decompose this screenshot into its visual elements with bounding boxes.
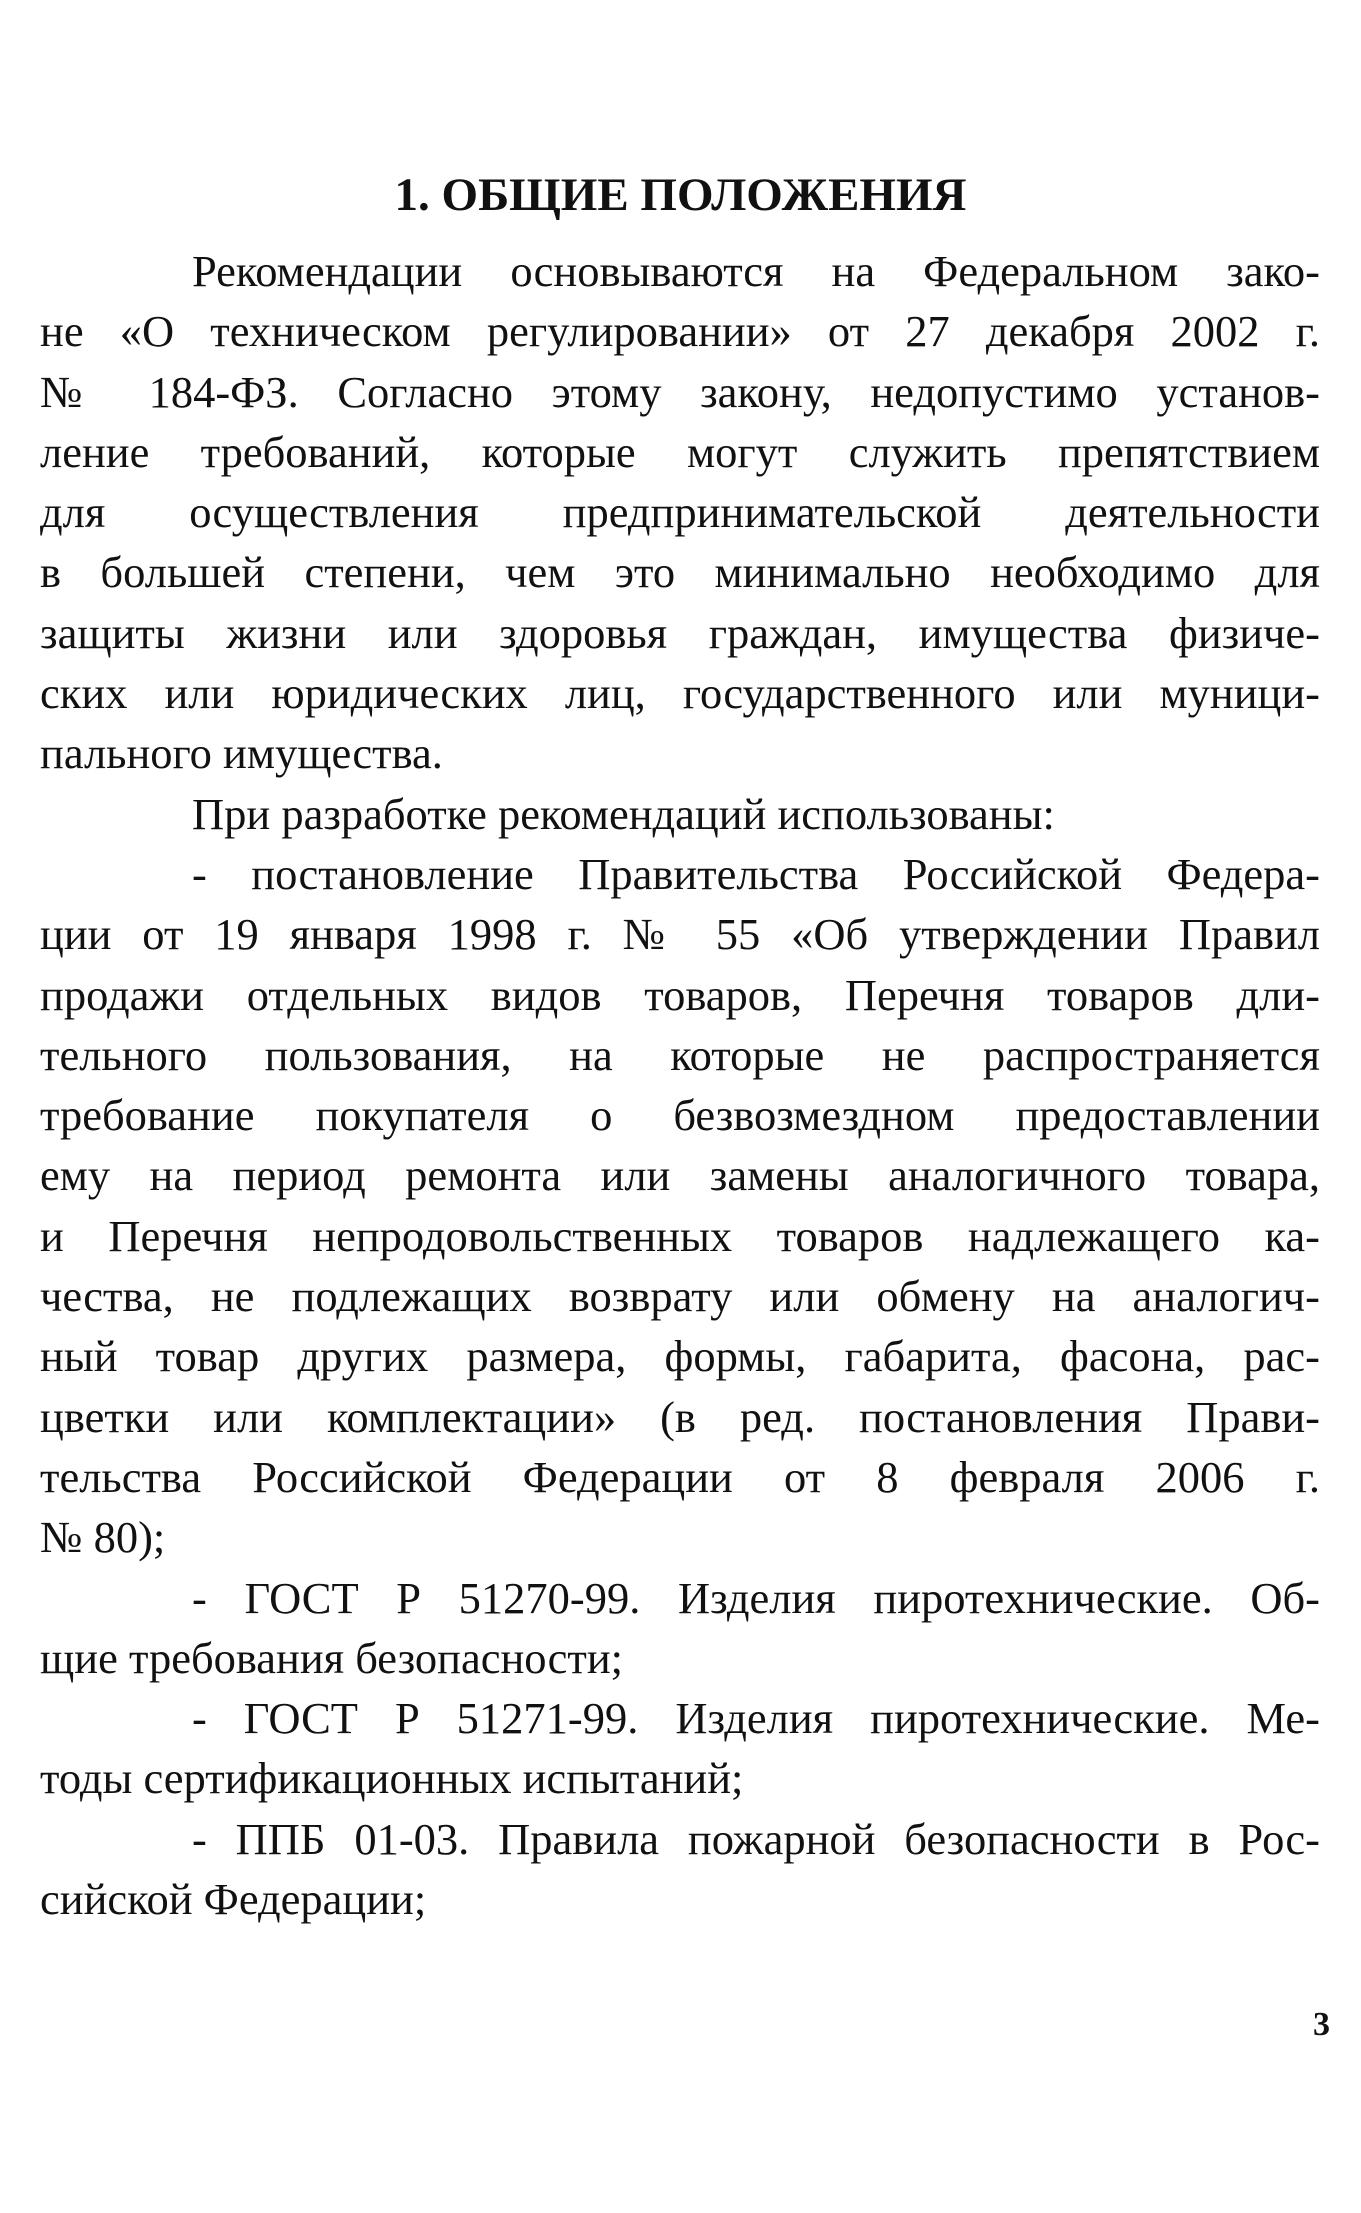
text-line: - постановление Правительства Российской Федера- [192,848,1320,899]
text-line: продажи отдельных видов товаров, Перечня товаров дли- [40,969,1320,1020]
text-line: ции от 19 января 1998 г. № 55 «Об утверждении Правил [40,909,1320,960]
text-line: защиты жизни или здоровья граждан, имущества физиче- [40,607,1320,658]
text-line: № 184-ФЗ. Согласно этому закону, недопустимо установ- [40,366,1320,417]
text-line: - ГОСТ Р 51271-99. Изделия пиротехнические. Ме- [192,1693,1320,1744]
text-line: № 80); [40,1512,166,1563]
text-line: и Перечня непродовольственных товаров надлежащего ка- [40,1210,1320,1261]
text-line: цветки или комплектации» (в ред. постановления Прави- [40,1391,1320,1442]
text-line: тельного пользования, на которые не распространяется [40,1029,1320,1080]
body-text [40,241,1320,1929]
text-line: ление требований, которые могут служить препятствием [40,426,1320,477]
text-line: - ППБ 01-03. Правила пожарной безопасности в Рос- [192,1813,1320,1864]
text-line: чества, не подлежащих возврату или обмену на аналогич- [40,1271,1320,1322]
text-line: тельства Российской Федерации от 8 февраля 2006 г. [40,1451,1320,1502]
text-line: ских или юридических лиц, государственного или муници- [40,668,1320,719]
text-line: ный товар других размера, формы, габарита, фасона, рас- [40,1331,1320,1382]
text-line: - ГОСТ Р 51270-99. Изделия пиротехнические. Об- [192,1572,1320,1623]
text-line: не «О техническом регулировании» от 27 декабря 2002 г. [40,306,1320,357]
text-line: сийской Федерации; [40,1874,427,1925]
text-line: При разработке рекомендаций использованы: [192,788,1055,839]
page-number: 3 [1313,2006,1330,2043]
text-line: ему на период ремонта или замены аналогичного товара, [40,1150,1320,1201]
text-line: пального имущества. [40,728,443,779]
text-line: для осуществления предпринимательской деятельности [40,487,1320,538]
text-line: требование покупателя о безвозмездном предоставлении [40,1090,1320,1141]
text-line: Рекомендации основываются на Федеральном зако- [192,246,1320,296]
section-title: 1. ОБЩИЕ ПОЛОЖЕНИЯ [394,169,967,221]
text-line: щие требования безопасности; [40,1632,624,1683]
text-line: тоды сертификационных испытаний; [40,1753,744,1804]
text-line: в большей степени, чем это минимально необходимо для [40,547,1320,598]
